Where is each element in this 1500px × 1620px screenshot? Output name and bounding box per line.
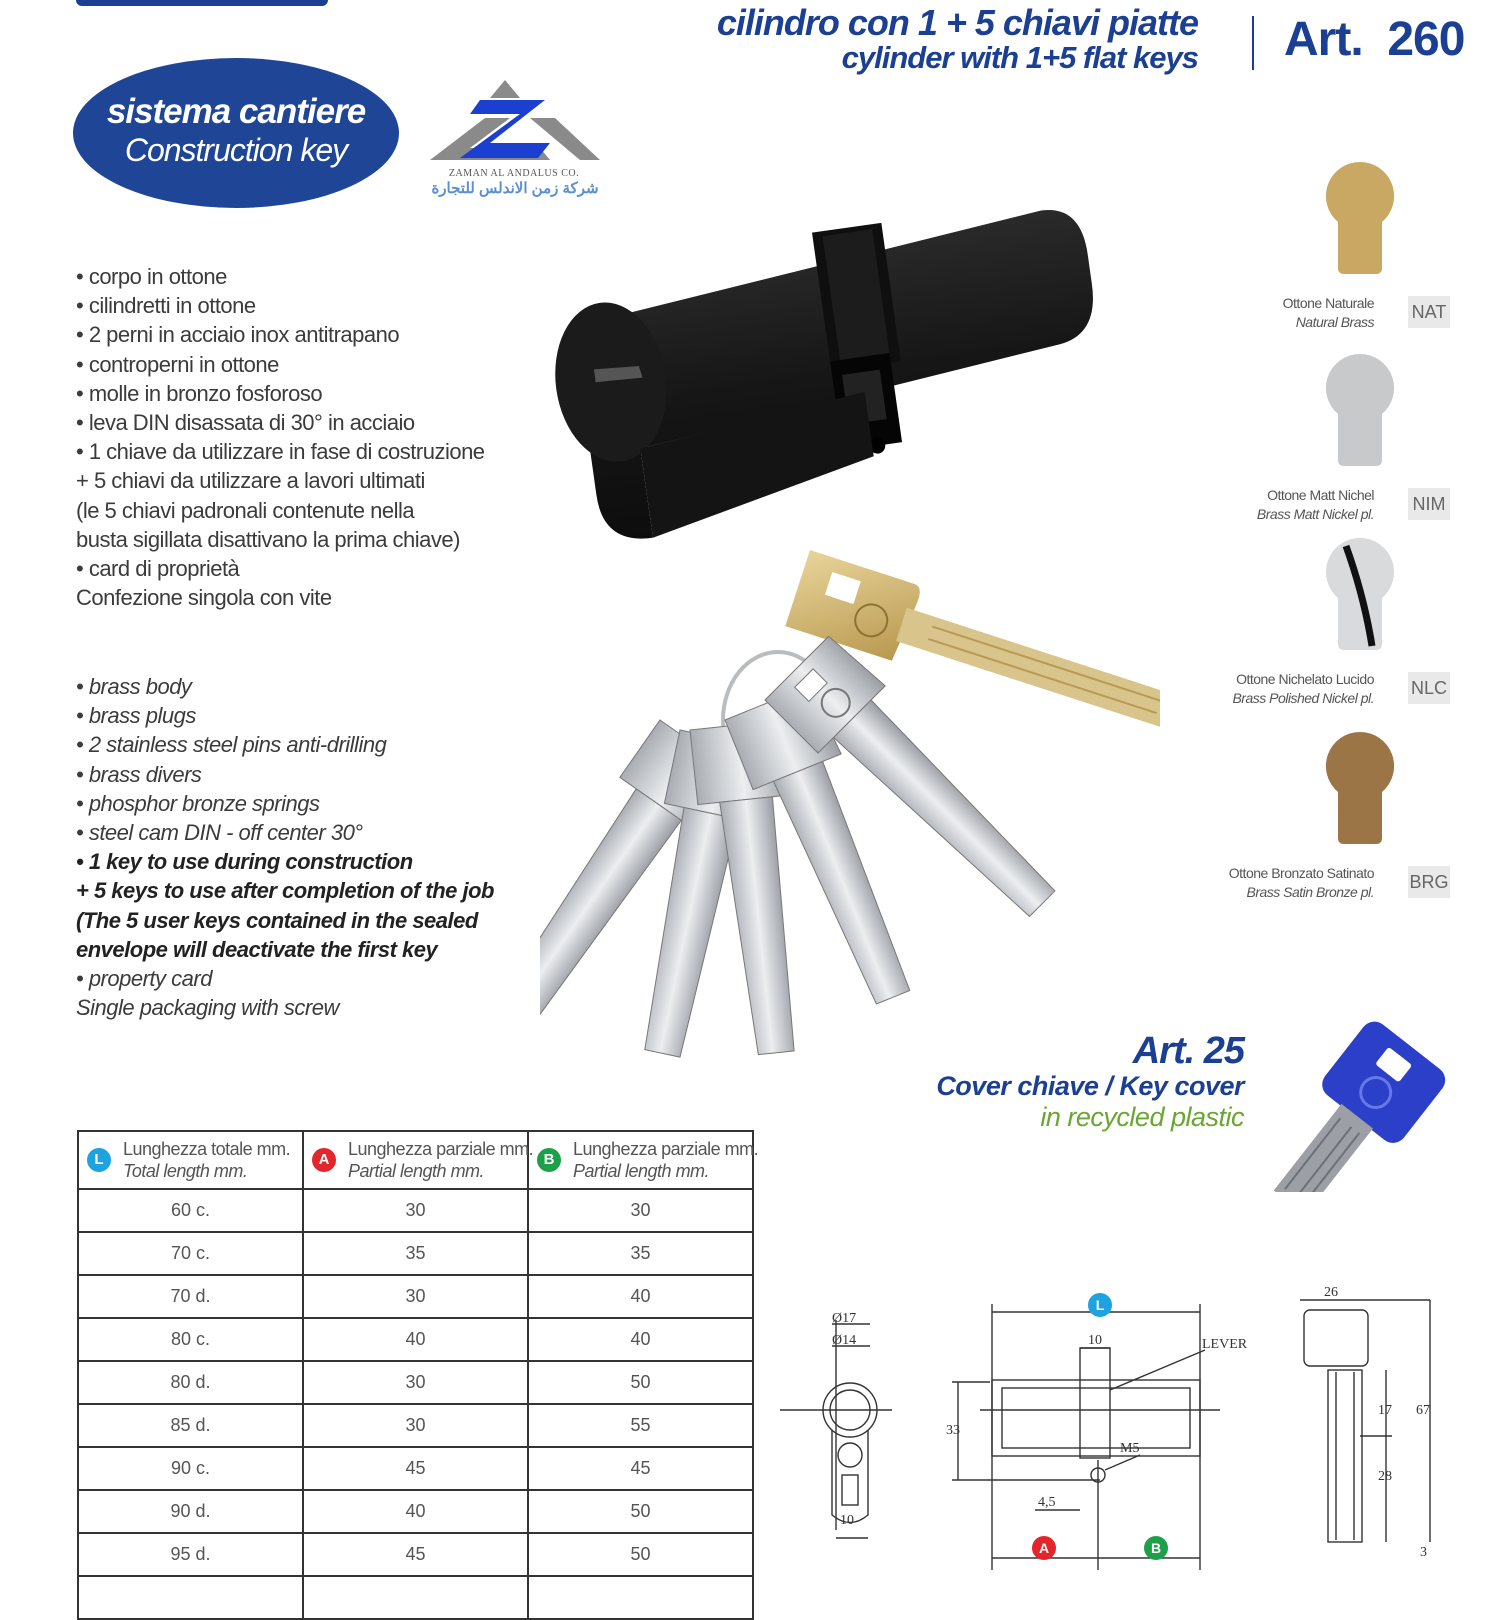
feature-line-en-bold: + 5 keys to use after completion of the job (76, 878, 494, 904)
finish-name-en: Brass Matt Nickel pl. (1256, 506, 1374, 522)
table-header-row (78, 1131, 753, 1189)
dim-lever: LEVER (1202, 1337, 1248, 1352)
column-label-it: Lunghezza totale mm. (123, 1139, 291, 1159)
table-cell (528, 1576, 753, 1619)
column-label-en: Partial length mm. (348, 1161, 485, 1181)
table-cell: 40 (303, 1318, 528, 1361)
dim-k26: 26 (1324, 1285, 1338, 1300)
svg-text:A: A (1038, 1540, 1050, 1556)
table-row (78, 1404, 753, 1447)
feature-line-en-bold: • 1 key to use during construction (76, 849, 413, 875)
table-cell: 50 (528, 1361, 753, 1404)
feature-line-it: • 1 chiave da utilizzare in fase di costruzione (76, 439, 485, 465)
svg-text:B: B (1150, 1540, 1162, 1556)
table-cell: 60 c. (78, 1189, 303, 1232)
feature-line-en: • brass plugs (76, 703, 196, 729)
feature-line-en: • property card (76, 966, 212, 992)
table-cell: 45 (303, 1533, 528, 1576)
column-icon-b: B (537, 1148, 561, 1172)
construction-key-badge (73, 58, 399, 208)
dim-w10: 10 (840, 1513, 854, 1528)
table-cell: 50 (528, 1490, 753, 1533)
cylinder-profile-swatch (1324, 536, 1396, 652)
feature-line-it: • card di proprietà (76, 556, 240, 582)
table-cell: 80 c. (78, 1318, 303, 1361)
finish-name-it: Ottone Matt Nichel (1267, 487, 1374, 503)
dim-d14: Ø14 (832, 1333, 857, 1348)
table-row (78, 1318, 753, 1361)
column-label-en: Partial length mm. (573, 1161, 710, 1181)
table-row (78, 1576, 753, 1619)
finish-name-en: Brass Satin Bronze pl. (1246, 884, 1374, 900)
dim-k3: 3 (1420, 1545, 1427, 1560)
dim-m5: M5 (1120, 1441, 1140, 1456)
table-cell: 45 (303, 1447, 528, 1490)
header-separator (1252, 16, 1254, 70)
table-cell: 35 (303, 1232, 528, 1275)
feature-line-en-bold: envelope will deactivate the first key (76, 936, 438, 962)
feature-line-en: • steel cam DIN - off center 30° (76, 820, 363, 846)
table-cell: 50 (528, 1533, 753, 1576)
feature-line-it: • leva DIN disassata di 30° in acciaio (76, 410, 415, 436)
column-label (348, 1138, 533, 1182)
silver-keys (540, 633, 1073, 1060)
feature-line-it: • cilindretti in ottone (76, 293, 256, 319)
finish-code: NAT (1408, 296, 1450, 328)
feature-line-it: Confezione singola con vite (76, 585, 332, 611)
column-header (78, 1131, 303, 1189)
table-cell: 95 d. (78, 1533, 303, 1576)
marker-A (1032, 1536, 1056, 1560)
dim-k28: 28 (1378, 1469, 1392, 1484)
table-cell: 70 d. (78, 1275, 303, 1318)
feature-line-en: Single packaging with screw (76, 995, 339, 1021)
finish-name (1283, 294, 1374, 332)
feature-line-it: (le 5 chiavi padronali contenute nella (76, 497, 415, 523)
column-label-it: Lunghezza parziale mm. (573, 1139, 759, 1159)
table-cell: 40 (528, 1275, 753, 1318)
column-header (528, 1131, 759, 1189)
finish-name-en: Natural Brass (1295, 314, 1374, 330)
table-cell: 30 (303, 1361, 528, 1404)
finish-nim (1230, 352, 1470, 542)
table-row (78, 1533, 753, 1576)
title-italian: cilindro con 1 + 5 chiavi piatte (716, 2, 1198, 43)
finish-name-it: Ottone Nichelato Lucido (1236, 671, 1374, 687)
marker-B (1144, 1536, 1168, 1560)
finish-name (1257, 486, 1374, 524)
features-english (76, 672, 494, 1022)
feature-line-en-bold: (The 5 user keys contained in the sealed (76, 907, 478, 933)
column-label-en: Total length mm. (123, 1161, 248, 1181)
finish-name-it: Ottone Bronzato Satinato (1228, 865, 1374, 881)
table-cell: 55 (528, 1404, 753, 1447)
finish-name-it: Ottone Naturale (1282, 295, 1374, 311)
table-cell: 85 d. (78, 1404, 303, 1447)
marker-L (1088, 1293, 1112, 1317)
article-number: Art. 260 (1284, 13, 1465, 66)
finish-code: NIM (1408, 488, 1450, 520)
key-cover-illustration (1262, 1006, 1462, 1192)
table-cell: 70 c. (78, 1232, 303, 1275)
feature-line-en: • brass body (76, 674, 192, 699)
cylinder-profile-swatch (1324, 730, 1396, 846)
key-cover-info (936, 1030, 1244, 1133)
top-bar (76, 0, 328, 6)
finish-name (1229, 864, 1374, 902)
badge-line1: sistema cantiere (106, 92, 366, 131)
finish-brg (1230, 730, 1470, 920)
column-icon-l: L (87, 1148, 111, 1172)
finish-nat (1230, 160, 1470, 350)
table-cell: 30 (303, 1404, 528, 1447)
technical-drawings (780, 1280, 1480, 1586)
dim-k67: 67 (1416, 1403, 1430, 1418)
finish-code: NLC (1408, 672, 1450, 704)
feature-line-it: • corpo in ottone (76, 264, 227, 289)
features-italian (76, 262, 485, 612)
cylinder-profile-swatch (1324, 352, 1396, 468)
column-label-it: Lunghezza parziale mm. (348, 1139, 534, 1159)
table-cell: 90 d. (78, 1490, 303, 1533)
table-cell: 40 (303, 1490, 528, 1533)
key-cover-subtitle: Cover chiave / Key cover (936, 1071, 1244, 1101)
finish-name (1232, 670, 1374, 708)
feature-line-en: • brass divers (76, 761, 202, 787)
table-row (78, 1447, 753, 1490)
dim-w45: 4,5 (1038, 1495, 1056, 1510)
logo-name-english: ZAMAN AL ANDALUS CO. (448, 168, 580, 179)
svg-text:L: L (1095, 1297, 1105, 1313)
dim-top10: 10 (1088, 1333, 1102, 1348)
logo-name-arabic: شركة زمن الاندلس للتجارة (431, 180, 599, 197)
column-header (303, 1131, 534, 1189)
table-cell: 80 d. (78, 1361, 303, 1404)
feature-line-it: busta sigillata disattivano la prima chiave) (76, 526, 460, 552)
table-cell: 35 (528, 1232, 753, 1275)
column-icon-a: A (312, 1148, 336, 1172)
feature-line-en: • 2 stainless steel pins anti-drilling (76, 732, 387, 758)
table-cell: 30 (303, 1275, 528, 1318)
table-cell: 30 (303, 1189, 528, 1232)
table-row (78, 1275, 753, 1318)
dim-k17: 17 (1378, 1403, 1392, 1418)
table-row (78, 1361, 753, 1404)
finish-code: BRG (1408, 866, 1450, 898)
table-row (78, 1189, 753, 1232)
feature-line-it: • 2 perni in acciaio inox antitrapano (76, 322, 400, 348)
table-row (78, 1232, 753, 1275)
dimensions-table (77, 1130, 759, 1620)
feature-line-it: • controperni in ottone (76, 351, 279, 377)
dim-h33: 33 (946, 1423, 960, 1438)
title-english: cylinder with 1+5 flat keys (841, 40, 1198, 75)
column-label (123, 1138, 290, 1182)
dim-d17: Ø17 (832, 1311, 857, 1326)
key-cover-title: Art. 25 (1132, 1030, 1244, 1072)
table-row (78, 1490, 753, 1533)
table-cell: 40 (528, 1318, 753, 1361)
feature-line-it: • molle in bronzo fosforoso (76, 380, 323, 406)
cylinder-profile-swatch (1324, 160, 1396, 276)
table-cell: 30 (528, 1189, 753, 1232)
table-cell: 45 (528, 1447, 753, 1490)
badge-line2: Construction key (124, 132, 348, 168)
column-label (573, 1138, 758, 1182)
cylinder-lock (540, 195, 1118, 548)
table-cell: 90 c. (78, 1447, 303, 1490)
key-cover-note: in recycled plastic (1040, 1102, 1244, 1132)
finish-nlc (1230, 536, 1470, 726)
feature-line-it: + 5 chiavi da utilizzare a lavori ultimati (76, 468, 425, 494)
finish-name-en: Brass Polished Nickel pl. (1232, 690, 1374, 706)
table-cell (303, 1576, 528, 1619)
cylinder-and-keys-illustration (540, 160, 1160, 1060)
feature-line-en: • phosphor bronze springs (76, 790, 320, 816)
table-cell (78, 1576, 303, 1619)
